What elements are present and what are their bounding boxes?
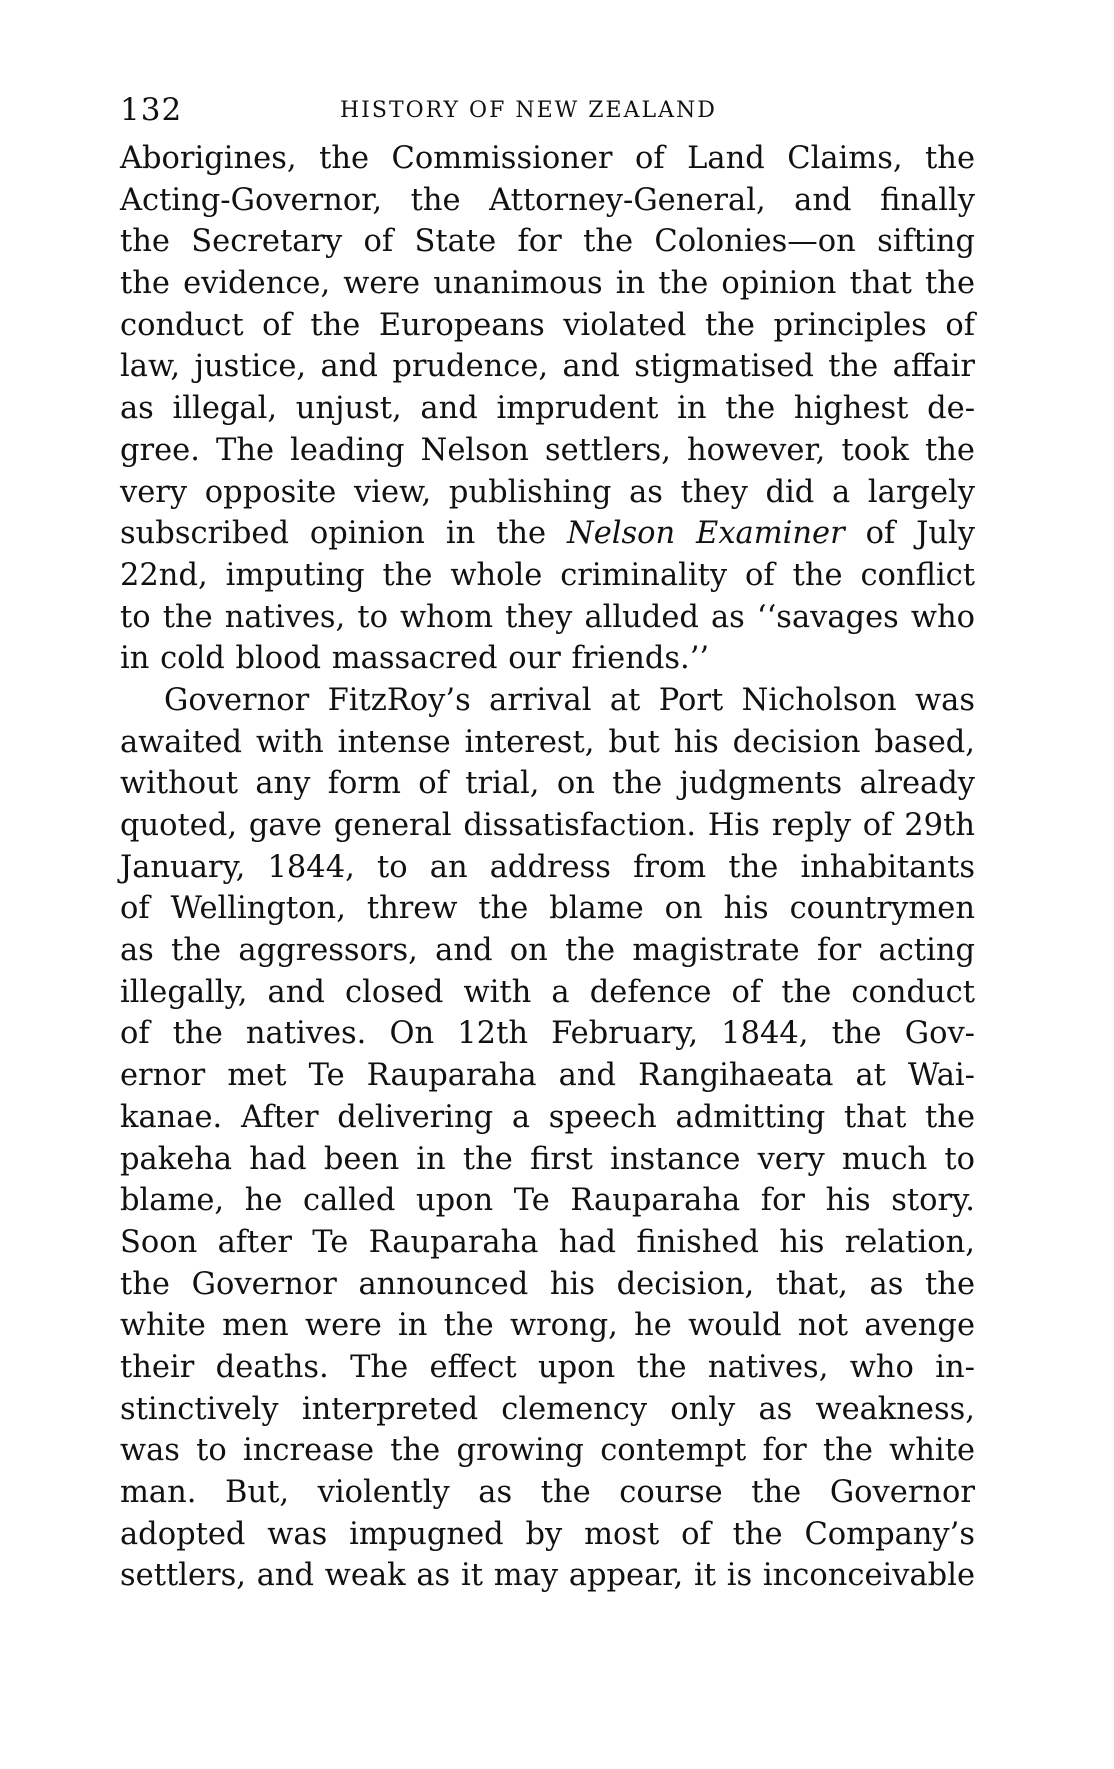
running-head <box>120 92 975 138</box>
text-line: ernor met Te Rauparaha and Rangihaeata at Wai- <box>120 1058 975 1094</box>
text-line: conduct of the Europeans violated the principles of <box>120 307 975 343</box>
text-line: as illegal, unjust, and imprudent in the highest de- <box>120 391 975 427</box>
text-line: their deaths. The effect upon the natives, who in- <box>120 1349 975 1385</box>
text-line: Governor FitzRoy’s arrival at Port Nicholson was <box>164 682 975 718</box>
text-line: Acting-Governor, the Attorney-General, and finally <box>120 182 975 218</box>
text-line: quoted, gave general dissatisfaction. His reply of 29th <box>120 808 975 843</box>
text-line: 22nd, imputing the whole criminality of the conflict <box>120 557 975 593</box>
text-line: pakeha had been in the first instance very much to <box>120 1141 975 1177</box>
text-line: without any form of trial, on the judgments already <box>120 766 975 802</box>
text-line: was to increase the growing contempt for the white <box>120 1433 975 1469</box>
running-title: HISTORY OF NEW ZEALAND <box>340 98 717 123</box>
text-line: gree. The leading Nelson settlers, however, took the <box>120 432 975 468</box>
text-fragment: of July <box>865 516 975 552</box>
text-line: of the natives. On 12th February, 1844, the Gov- <box>120 1016 975 1052</box>
text-line: white men were in the wrong, he would not avenge <box>120 1308 975 1344</box>
text-line: settlers, and weak as it may appear, it is inconceivable <box>120 1558 975 1594</box>
text-line: law, justice, and prudence, and stigmatised the affair <box>120 349 975 385</box>
text-line: illegally, and closed with a defence of the conduct <box>120 974 975 1010</box>
text-line: January, 1844, to an address from the inhabitants <box>120 849 975 885</box>
text-line: adopted was impugned by most of the Company’s <box>120 1516 975 1552</box>
text-fragment: subscribed opinion in the <box>120 516 547 552</box>
newspaper-title: Nelson Examiner <box>567 516 845 552</box>
text-line-with-italic <box>120 513 975 555</box>
book-page <box>120 92 975 1597</box>
text-line: man. But, violently as the course the Governor <box>120 1475 975 1510</box>
body-text <box>120 138 975 1597</box>
text-line: the evidence, were unanimous in the opinion that the <box>120 266 975 302</box>
page-number: 132 <box>120 92 183 128</box>
text-line: to the natives, to whom they alluded as ‘‘savages who <box>120 599 975 635</box>
text-line: kanae. After delivering a speech admitting that the <box>120 1099 975 1135</box>
text-line: of Wellington, threw the blame on his countrymen <box>120 891 975 927</box>
text-line: as the aggressors, and on the magistrate for acting <box>120 933 975 969</box>
paragraph-2 <box>120 680 975 1597</box>
text-line: blame, he called upon Te Rauparaha for his story. <box>120 1183 975 1219</box>
text-line: Aborigines, the Commissioner of Land Claims, the <box>120 141 975 176</box>
text-line: Soon after Te Rauparaha had finished his relation, <box>120 1224 975 1260</box>
text-line: stinctively interpreted clemency only as weakness, <box>120 1391 975 1427</box>
paragraph-1 <box>120 138 975 680</box>
text-line: very opposite view, publishing as they did a largely <box>120 474 975 510</box>
text-line: in cold blood massacred our friends.’’ <box>120 641 710 677</box>
text-line: awaited with intense interest, but his decision based, <box>120 724 975 760</box>
text-line: the Governor announced his decision, that, as the <box>120 1266 975 1302</box>
text-line: the Secretary of State for the Colonies—on sifting <box>120 224 975 260</box>
